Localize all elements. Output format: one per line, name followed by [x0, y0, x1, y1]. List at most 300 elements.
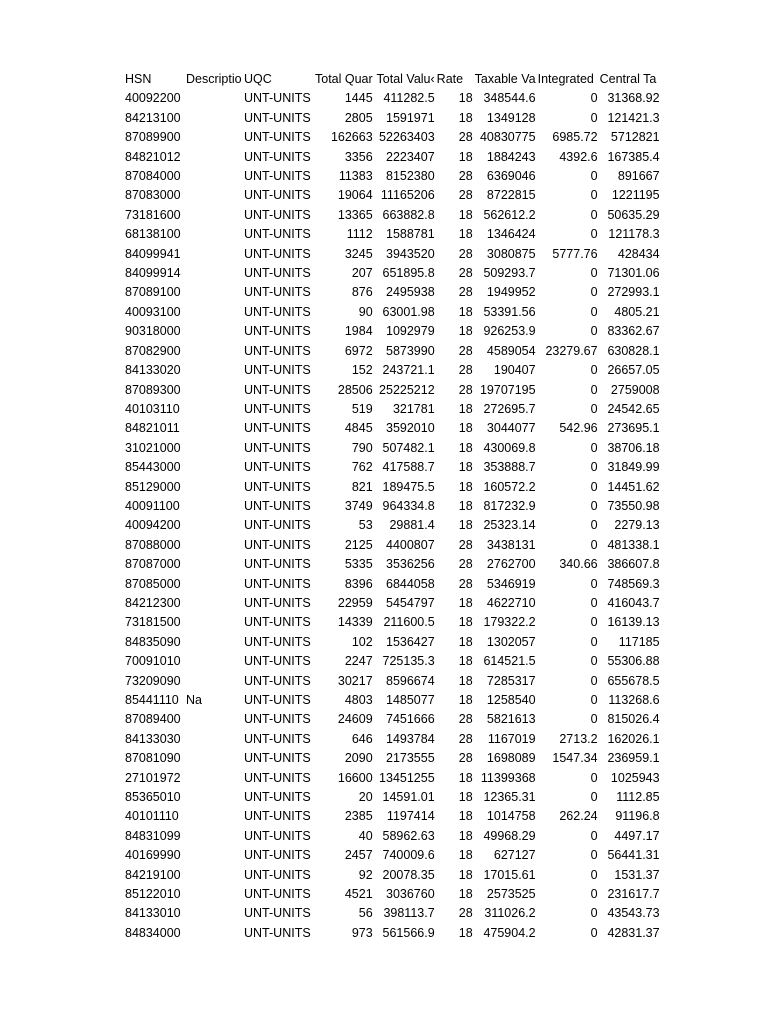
cell-description[interactable] — [186, 225, 244, 244]
cell-uqc[interactable]: UNT-UNITS — [244, 460, 311, 475]
cell-rate[interactable]: 28 — [458, 382, 473, 397]
cell-rate[interactable]: 18 — [458, 654, 473, 669]
header-uqc[interactable]: UQC — [244, 72, 272, 86]
cell-total-quantity[interactable]: 4845 — [344, 421, 373, 436]
cell-central-tax[interactable]: 26657.05 — [607, 363, 660, 378]
cell-central-tax[interactable]: 272993.1 — [607, 285, 660, 300]
cell-total-value[interactable]: 725135.3 — [382, 654, 435, 669]
cell-total-quantity[interactable]: 19064 — [337, 188, 373, 203]
cell-taxable-value[interactable]: 179322.2 — [483, 615, 536, 630]
cell-rate[interactable]: 18 — [458, 460, 473, 475]
cell-description[interactable] — [186, 89, 244, 108]
cell-central-tax[interactable]: 50635.29 — [607, 207, 660, 222]
cell-total-value[interactable]: 29881.4 — [389, 518, 435, 533]
cell-central-tax[interactable]: 386607.8 — [607, 557, 660, 572]
cell-total-quantity[interactable]: 24609 — [337, 712, 373, 727]
cell-rate[interactable]: 28 — [458, 266, 473, 281]
cell-uqc[interactable]: UNT-UNITS — [244, 790, 311, 805]
cell-rate[interactable]: 28 — [458, 576, 473, 591]
cell-taxable-value[interactable]: 353888.7 — [483, 460, 536, 475]
cell-integrated-tax[interactable]: 0 — [590, 790, 598, 805]
cell-hsn[interactable]: 84213100 — [125, 110, 181, 125]
cell-taxable-value[interactable]: 25323.14 — [483, 518, 536, 533]
cell-hsn[interactable]: 84133030 — [125, 731, 181, 746]
cell-hsn[interactable]: 87084000 — [125, 169, 181, 184]
cell-taxable-value[interactable]: 5821613 — [486, 712, 536, 727]
cell-taxable-value[interactable]: 190407 — [493, 363, 536, 378]
cell-total-value[interactable]: 1536427 — [386, 634, 435, 649]
cell-rate[interactable]: 18 — [458, 634, 473, 649]
cell-taxable-value[interactable]: 53391.56 — [483, 304, 536, 319]
cell-uqc[interactable]: UNT-UNITS — [244, 207, 311, 222]
cell-rate[interactable]: 18 — [458, 867, 473, 882]
cell-total-quantity[interactable]: 2247 — [344, 654, 373, 669]
cell-integrated-tax[interactable]: 340.66 — [559, 557, 598, 572]
cell-rate[interactable]: 18 — [458, 828, 473, 843]
cell-taxable-value[interactable]: 3438131 — [486, 537, 536, 552]
cell-total-quantity[interactable]: 20 — [358, 790, 373, 805]
cell-description[interactable] — [186, 361, 244, 380]
cell-integrated-tax[interactable]: 0 — [590, 324, 598, 339]
cell-central-tax[interactable]: 14451.62 — [607, 479, 660, 494]
cell-total-value[interactable]: 1591971 — [386, 110, 435, 125]
cell-description[interactable] — [186, 148, 244, 167]
cell-uqc[interactable]: UNT-UNITS — [244, 110, 311, 125]
cell-rate[interactable]: 18 — [458, 693, 473, 707]
cell-description[interactable] — [186, 167, 244, 186]
cell-central-tax[interactable]: 5712821 — [610, 130, 660, 145]
header-integrated-tax[interactable]: Integrated — [537, 72, 594, 86]
cell-central-tax[interactable]: 167385.4 — [607, 149, 660, 164]
cell-central-tax[interactable]: 162026.1 — [607, 731, 660, 746]
cell-total-quantity[interactable]: 11383 — [338, 169, 373, 184]
cell-taxable-value[interactable]: 5346919 — [486, 576, 536, 591]
cell-central-tax[interactable]: 121178.3 — [608, 227, 660, 242]
cell-total-quantity[interactable]: 2805 — [344, 110, 373, 125]
cell-description[interactable] — [186, 555, 244, 574]
cell-total-value[interactable]: 398113.7 — [383, 906, 435, 921]
cell-taxable-value[interactable]: 926253.9 — [483, 324, 536, 339]
cell-description[interactable] — [186, 769, 244, 788]
cell-total-quantity[interactable]: 5335 — [344, 557, 373, 572]
cell-taxable-value[interactable]: 160572.2 — [483, 479, 536, 494]
cell-total-quantity[interactable]: 1445 — [344, 91, 373, 106]
cell-central-tax[interactable]: 31849.99 — [607, 460, 660, 475]
cell-uqc[interactable]: UNT-UNITS — [244, 130, 311, 145]
cell-integrated-tax[interactable]: 0 — [590, 498, 598, 513]
cell-total-quantity[interactable]: 90 — [358, 304, 373, 319]
cell-taxable-value[interactable]: 627127 — [493, 848, 536, 863]
cell-total-quantity[interactable]: 162663 — [330, 130, 373, 145]
cell-uqc[interactable]: UNT-UNITS — [244, 867, 311, 882]
cell-rate[interactable]: 18 — [458, 673, 473, 688]
cell-uqc[interactable]: UNT-UNITS — [244, 266, 311, 281]
cell-uqc[interactable]: UNT-UNITS — [244, 169, 311, 184]
cell-uqc[interactable]: UNT-UNITS — [244, 401, 311, 416]
cell-hsn[interactable]: 31021000 — [125, 440, 181, 455]
cell-integrated-tax[interactable]: 0 — [590, 576, 598, 591]
cell-total-value[interactable]: 3536256 — [386, 557, 435, 572]
cell-description[interactable] — [186, 516, 244, 535]
cell-hsn[interactable]: 87082900 — [125, 343, 181, 358]
cell-hsn[interactable]: 73181500 — [125, 615, 181, 630]
cell-central-tax[interactable]: 2759008 — [610, 382, 660, 397]
cell-uqc[interactable]: UNT-UNITS — [244, 188, 311, 203]
cell-central-tax[interactable]: 83362.67 — [607, 324, 660, 339]
cell-hsn[interactable]: 70091010 — [125, 654, 181, 669]
cell-description[interactable] — [186, 497, 244, 516]
cell-integrated-tax[interactable]: 0 — [590, 828, 598, 843]
cell-uqc[interactable]: UNT-UNITS — [244, 809, 311, 824]
cell-description[interactable] — [186, 400, 244, 419]
cell-description[interactable] — [186, 186, 244, 205]
cell-description[interactable] — [186, 439, 244, 458]
cell-uqc[interactable]: UNT-UNITS — [244, 906, 311, 921]
cell-hsn[interactable]: 84099941 — [125, 246, 181, 261]
cell-rate[interactable]: 28 — [458, 285, 473, 300]
cell-description[interactable] — [186, 594, 244, 613]
cell-integrated-tax[interactable]: 5777.76 — [552, 246, 598, 261]
cell-hsn[interactable]: 84099914 — [125, 266, 181, 281]
cell-description[interactable] — [186, 478, 244, 497]
cell-central-tax[interactable]: 4497.17 — [614, 828, 660, 843]
cell-hsn[interactable]: 40103110 — [125, 401, 180, 416]
cell-hsn[interactable]: 40093100 — [125, 304, 181, 319]
header-total-value[interactable]: Total Valu‹ — [376, 72, 435, 86]
cell-description[interactable] — [186, 885, 244, 904]
cell-total-value[interactable]: 561566.9 — [382, 925, 435, 940]
cell-taxable-value[interactable]: 1167019 — [487, 731, 536, 746]
cell-hsn[interactable]: 90318000 — [125, 324, 181, 339]
cell-total-quantity[interactable]: 2385 — [344, 809, 373, 824]
cell-total-quantity[interactable]: 973 — [351, 925, 373, 940]
cell-total-value[interactable]: 411282.5 — [383, 91, 435, 106]
cell-taxable-value[interactable]: 19707195 — [479, 382, 536, 397]
cell-taxable-value[interactable]: 1949952 — [486, 285, 536, 300]
cell-hsn[interactable]: 73209090 — [125, 673, 181, 688]
cell-uqc[interactable]: UNT-UNITS — [244, 382, 311, 397]
cell-integrated-tax[interactable]: 23279.67 — [545, 343, 598, 358]
cell-uqc[interactable]: UNT-UNITS — [244, 518, 311, 533]
cell-total-quantity[interactable]: 56 — [358, 906, 373, 921]
cell-taxable-value[interactable]: 17015.61 — [483, 867, 536, 882]
cell-description[interactable] — [186, 846, 244, 865]
cell-integrated-tax[interactable]: 0 — [590, 460, 598, 475]
cell-hsn[interactable]: 87083000 — [125, 188, 181, 203]
cell-description[interactable] — [186, 575, 244, 594]
cell-taxable-value[interactable]: 4622710 — [486, 595, 536, 610]
cell-integrated-tax[interactable]: 0 — [590, 693, 598, 707]
cell-taxable-value[interactable]: 475904.2 — [483, 925, 536, 940]
cell-total-quantity[interactable]: 1984 — [344, 324, 373, 339]
cell-total-quantity[interactable]: 102 — [351, 634, 373, 649]
cell-rate[interactable]: 18 — [458, 91, 473, 106]
cell-rate[interactable]: 28 — [458, 246, 473, 261]
cell-rate[interactable]: 28 — [458, 731, 473, 746]
cell-central-tax[interactable]: 91196.8 — [615, 809, 660, 824]
cell-central-tax[interactable]: 655678.5 — [607, 673, 660, 688]
cell-integrated-tax[interactable]: 0 — [590, 110, 598, 125]
cell-uqc[interactable]: UNT-UNITS — [244, 498, 311, 513]
cell-taxable-value[interactable]: 1258540 — [486, 693, 536, 707]
cell-uqc[interactable]: UNT-UNITS — [244, 887, 311, 902]
cell-integrated-tax[interactable]: 542.96 — [559, 421, 598, 436]
cell-total-quantity[interactable]: 207 — [351, 266, 373, 281]
cell-taxable-value[interactable]: 430069.8 — [483, 440, 536, 455]
cell-integrated-tax[interactable]: 0 — [590, 673, 598, 688]
cell-integrated-tax[interactable]: 0 — [590, 91, 598, 106]
cell-uqc[interactable]: UNT-UNITS — [244, 828, 311, 843]
cell-uqc[interactable]: UNT-UNITS — [244, 693, 311, 707]
cell-hsn[interactable]: 85122010 — [125, 887, 181, 902]
cell-description[interactable] — [186, 866, 244, 885]
cell-rate[interactable]: 18 — [458, 498, 473, 513]
cell-total-value[interactable]: 964334.8 — [382, 498, 435, 513]
cell-central-tax[interactable]: 481338.1 — [607, 537, 660, 552]
cell-taxable-value[interactable]: 614521.5 — [483, 654, 536, 669]
cell-total-quantity[interactable]: 14339 — [337, 615, 373, 630]
cell-integrated-tax[interactable]: 0 — [590, 770, 598, 785]
cell-rate[interactable]: 18 — [458, 848, 473, 863]
cell-total-value[interactable]: 63001.98 — [382, 304, 435, 319]
cell-rate[interactable]: 28 — [458, 557, 473, 572]
cell-hsn[interactable]: 87089400 — [125, 712, 181, 727]
cell-central-tax[interactable]: 815026.4 — [607, 712, 660, 727]
cell-integrated-tax[interactable]: 0 — [590, 615, 598, 630]
cell-description[interactable] — [186, 322, 244, 341]
cell-taxable-value[interactable]: 1884243 — [486, 149, 536, 164]
cell-rate[interactable]: 18 — [458, 304, 473, 319]
cell-integrated-tax[interactable]: 0 — [590, 440, 598, 455]
cell-taxable-value[interactable]: 3080875 — [486, 246, 536, 261]
cell-uqc[interactable]: UNT-UNITS — [244, 149, 311, 164]
cell-total-value[interactable]: 1197414 — [386, 809, 435, 824]
cell-integrated-tax[interactable]: 0 — [590, 595, 598, 610]
cell-hsn[interactable]: 87089100 — [125, 285, 181, 300]
cell-total-quantity[interactable]: 6972 — [344, 343, 373, 358]
cell-description[interactable] — [186, 633, 244, 652]
cell-rate[interactable]: 28 — [458, 363, 473, 378]
cell-hsn[interactable]: 87085000 — [125, 576, 181, 591]
cell-hsn[interactable]: 40094200 — [125, 518, 181, 533]
cell-central-tax[interactable]: 113268.6 — [608, 693, 660, 707]
cell-uqc[interactable]: UNT-UNITS — [244, 343, 311, 358]
cell-integrated-tax[interactable]: 0 — [590, 887, 598, 902]
cell-integrated-tax[interactable]: 0 — [590, 848, 598, 863]
cell-rate[interactable]: 18 — [458, 110, 473, 125]
cell-total-value[interactable]: 14591.01 — [382, 790, 435, 805]
cell-taxable-value[interactable]: 2573525 — [486, 887, 536, 902]
cell-hsn[interactable]: 85441110 — [125, 693, 179, 707]
cell-integrated-tax[interactable]: 0 — [590, 266, 598, 281]
cell-total-value[interactable]: 3592010 — [386, 421, 435, 436]
cell-rate[interactable]: 28 — [458, 169, 473, 184]
cell-total-value[interactable]: 58962.63 — [382, 828, 435, 843]
cell-rate[interactable]: 28 — [458, 188, 473, 203]
cell-rate[interactable]: 18 — [458, 925, 473, 940]
cell-rate[interactable]: 18 — [458, 479, 473, 494]
header-taxable-value[interactable]: Taxable Va — [474, 72, 536, 86]
cell-total-value[interactable]: 211600.5 — [383, 615, 435, 630]
cell-total-value[interactable]: 1092979 — [386, 324, 435, 339]
cell-central-tax[interactable]: 231617.7 — [607, 887, 660, 902]
cell-integrated-tax[interactable]: 0 — [590, 188, 598, 203]
cell-description[interactable] — [186, 807, 244, 826]
cell-total-value[interactable]: 6844058 — [386, 576, 435, 591]
cell-total-quantity[interactable]: 519 — [351, 401, 373, 416]
cell-total-value[interactable]: 2223407 — [386, 149, 435, 164]
cell-integrated-tax[interactable]: 1547.34 — [552, 751, 598, 766]
cell-total-quantity[interactable]: 1112 — [346, 227, 373, 242]
cell-description[interactable] — [186, 827, 244, 846]
cell-rate[interactable]: 18 — [458, 615, 473, 630]
cell-total-quantity[interactable]: 92 — [358, 867, 373, 882]
cell-total-quantity[interactable]: 2125 — [344, 537, 373, 552]
cell-taxable-value[interactable]: 1302057 — [486, 634, 536, 649]
cell-total-value[interactable]: 4400807 — [386, 537, 435, 552]
cell-integrated-tax[interactable]: 0 — [590, 207, 598, 222]
cell-integrated-tax[interactable]: 4392.6 — [559, 149, 598, 164]
cell-uqc[interactable]: UNT-UNITS — [244, 363, 311, 378]
cell-central-tax[interactable]: 73550.98 — [607, 498, 660, 513]
cell-total-value[interactable]: 8596674 — [386, 673, 435, 688]
cell-central-tax[interactable]: 2279.13 — [614, 518, 660, 533]
cell-total-quantity[interactable]: 13365 — [337, 207, 373, 222]
cell-description[interactable] — [186, 419, 244, 438]
cell-integrated-tax[interactable]: 6985.72 — [552, 130, 598, 145]
cell-hsn[interactable]: 84834000 — [125, 925, 181, 940]
cell-rate[interactable]: 18 — [458, 887, 473, 902]
cell-hsn[interactable]: 27101972 — [125, 770, 181, 785]
cell-description[interactable]: Na — [186, 693, 202, 707]
cell-description[interactable] — [186, 264, 244, 283]
cell-total-value[interactable]: 7451666 — [386, 712, 435, 727]
cell-total-value[interactable]: 663882.8 — [382, 207, 435, 222]
cell-rate[interactable]: 18 — [458, 207, 473, 222]
cell-description[interactable] — [186, 283, 244, 302]
cell-total-value[interactable]: 321781 — [392, 401, 435, 416]
cell-rate[interactable]: 18 — [458, 790, 473, 805]
cell-rate[interactable]: 18 — [458, 518, 473, 533]
cell-integrated-tax[interactable]: 0 — [590, 712, 598, 727]
cell-integrated-tax[interactable]: 262.24 — [559, 809, 598, 824]
cell-total-value[interactable]: 1588781 — [386, 227, 435, 242]
cell-rate[interactable]: 18 — [458, 421, 473, 436]
cell-rate[interactable]: 18 — [458, 595, 473, 610]
cell-hsn[interactable]: 85129000 — [125, 479, 181, 494]
cell-hsn[interactable]: 68138100 — [125, 227, 181, 242]
cell-hsn[interactable]: 87089900 — [125, 130, 181, 145]
cell-total-value[interactable]: 20078.35 — [382, 867, 435, 882]
cell-integrated-tax[interactable]: 0 — [590, 518, 598, 533]
cell-description[interactable] — [186, 109, 244, 128]
cell-rate[interactable]: 18 — [458, 227, 473, 242]
cell-total-quantity[interactable]: 53 — [358, 518, 373, 533]
cell-total-quantity[interactable]: 876 — [351, 285, 373, 300]
cell-total-quantity[interactable]: 790 — [351, 440, 373, 455]
cell-central-tax[interactable]: 891667 — [617, 169, 660, 184]
cell-hsn[interactable]: 84133020 — [125, 363, 181, 378]
header-description[interactable]: Descriptio — [186, 72, 242, 86]
cell-total-value[interactable]: 11165206 — [380, 188, 435, 203]
header-rate[interactable]: Rate — [436, 72, 464, 86]
cell-taxable-value[interactable]: 1349128 — [486, 110, 536, 125]
cell-central-tax[interactable]: 31368.92 — [607, 91, 660, 106]
cell-description[interactable] — [186, 749, 244, 768]
cell-taxable-value[interactable]: 1698089 — [486, 751, 536, 766]
cell-total-value[interactable]: 5873990 — [386, 343, 435, 358]
cell-central-tax[interactable]: 16139.13 — [607, 615, 660, 630]
cell-uqc[interactable]: UNT-UNITS — [244, 848, 311, 863]
cell-taxable-value[interactable]: 49968.29 — [483, 828, 536, 843]
cell-hsn[interactable]: 73181600 — [125, 207, 181, 222]
cell-total-quantity[interactable]: 3749 — [344, 498, 373, 513]
cell-rate[interactable]: 18 — [458, 149, 473, 164]
cell-central-tax[interactable]: 55306.88 — [607, 654, 660, 669]
cell-central-tax[interactable]: 236959.1 — [607, 751, 660, 766]
cell-total-quantity[interactable]: 646 — [351, 731, 373, 746]
cell-central-tax[interactable]: 4805.21 — [614, 304, 660, 319]
cell-total-value[interactable]: 189475.5 — [382, 479, 435, 494]
cell-rate[interactable]: 18 — [458, 440, 473, 455]
cell-rate[interactable]: 28 — [458, 712, 473, 727]
cell-hsn[interactable]: 40101110 — [125, 809, 179, 824]
cell-rate[interactable]: 28 — [458, 751, 473, 766]
cell-description[interactable] — [186, 904, 244, 923]
cell-total-value[interactable]: 740009.6 — [382, 848, 435, 863]
cell-hsn[interactable]: 87089300 — [125, 382, 181, 397]
cell-rate[interactable]: 28 — [458, 343, 473, 358]
cell-total-value[interactable]: 243721.1 — [382, 363, 435, 378]
cell-uqc[interactable]: UNT-UNITS — [244, 595, 311, 610]
cell-taxable-value[interactable]: 6369046 — [486, 169, 536, 184]
cell-uqc[interactable]: UNT-UNITS — [244, 91, 311, 106]
cell-total-quantity[interactable]: 3245 — [344, 246, 373, 261]
cell-taxable-value[interactable]: 11399368 — [480, 770, 536, 785]
cell-uqc[interactable]: UNT-UNITS — [244, 731, 311, 746]
cell-taxable-value[interactable]: 4589054 — [486, 343, 536, 358]
cell-description[interactable] — [186, 730, 244, 749]
cell-taxable-value[interactable]: 8722815 — [486, 188, 536, 203]
cell-total-value[interactable]: 417588.7 — [382, 460, 435, 475]
cell-total-value[interactable]: 1493784 — [386, 731, 435, 746]
cell-total-value[interactable]: 25225212 — [379, 382, 435, 397]
cell-total-quantity[interactable]: 4521 — [344, 887, 373, 902]
cell-description[interactable] — [186, 206, 244, 225]
cell-description[interactable] — [186, 788, 244, 807]
cell-integrated-tax[interactable]: 0 — [590, 537, 598, 552]
cell-central-tax[interactable]: 630828.1 — [607, 343, 660, 358]
cell-total-quantity[interactable]: 3356 — [344, 149, 373, 164]
cell-total-quantity[interactable]: 8396 — [344, 576, 373, 591]
cell-total-value[interactable]: 1485077 — [386, 693, 435, 707]
cell-total-value[interactable]: 13451255 — [379, 770, 435, 785]
cell-description[interactable] — [186, 342, 244, 361]
cell-taxable-value[interactable]: 7285317 — [486, 673, 536, 688]
cell-uqc[interactable]: UNT-UNITS — [244, 227, 311, 242]
cell-integrated-tax[interactable]: 0 — [590, 479, 598, 494]
cell-uqc[interactable]: UNT-UNITS — [244, 557, 311, 572]
cell-uqc[interactable]: UNT-UNITS — [244, 654, 311, 669]
cell-total-value[interactable]: 3943520 — [386, 246, 435, 261]
cell-total-quantity[interactable]: 16600 — [337, 770, 373, 785]
cell-description[interactable] — [186, 710, 244, 729]
cell-hsn[interactable]: 84821012 — [125, 149, 181, 164]
cell-total-value[interactable]: 52263403 — [379, 130, 435, 145]
cell-taxable-value[interactable]: 562612.2 — [483, 207, 536, 222]
cell-description[interactable] — [186, 672, 244, 691]
cell-integrated-tax[interactable]: 0 — [590, 925, 598, 940]
